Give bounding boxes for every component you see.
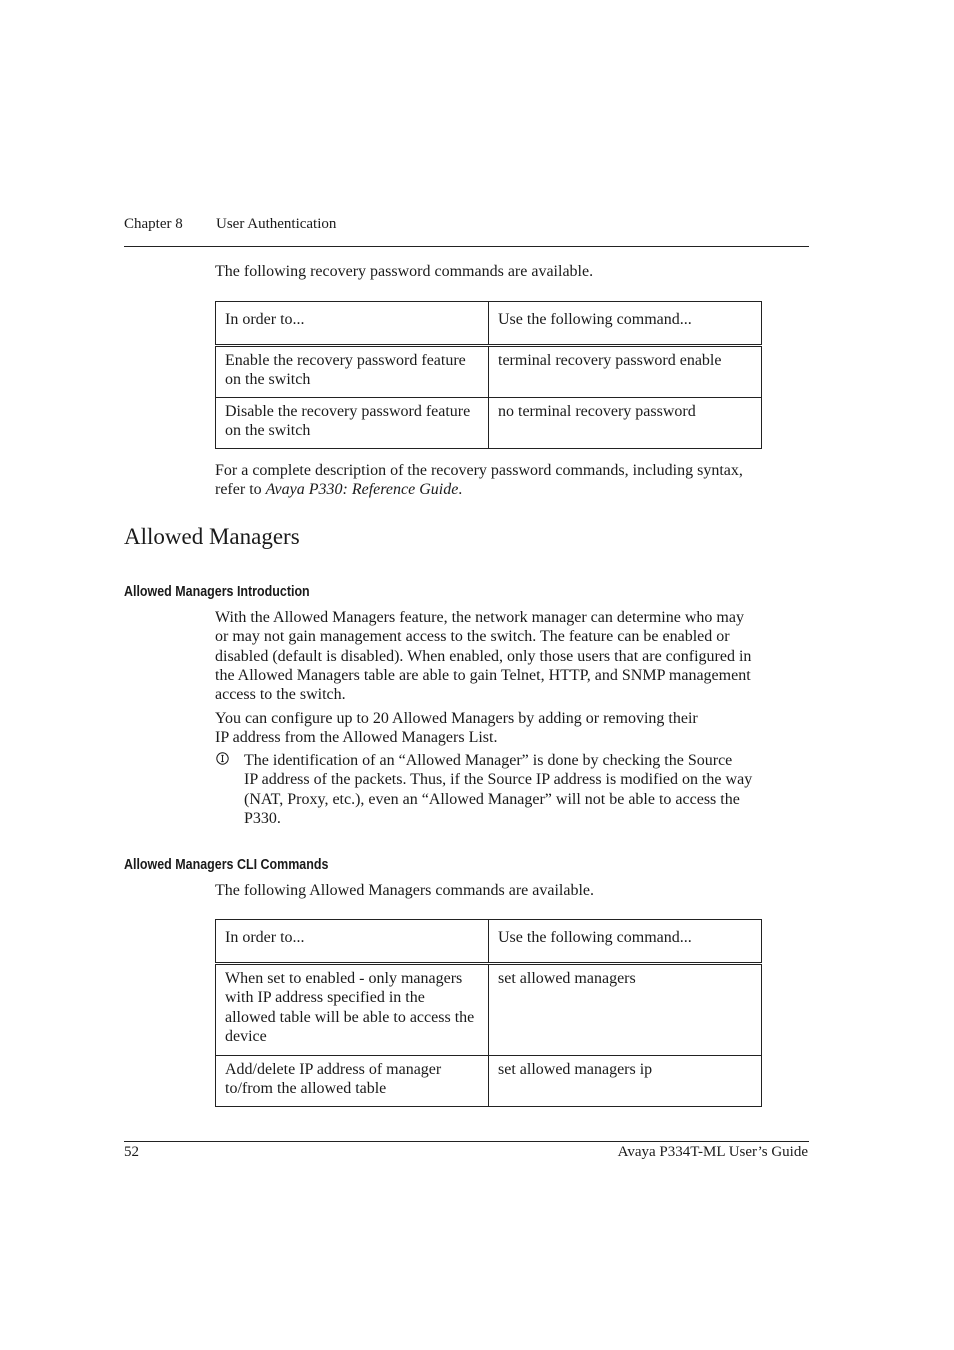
note-text xyxy=(244,751,752,828)
reference-guide-title: Avaya P330: Reference Guide xyxy=(265,481,459,499)
managers-intro: The following Allowed Managers commands are available. xyxy=(215,882,594,899)
table-header-cell: Use the following command... xyxy=(489,920,762,964)
table-header-cell: In order to... xyxy=(216,302,489,346)
page-number: 52 xyxy=(124,1144,139,1160)
footer-guide-title: Avaya P334T-ML User’s Guide xyxy=(617,1144,808,1160)
header-divider xyxy=(124,246,809,247)
header-title: User Authentication xyxy=(216,216,337,232)
table-row xyxy=(216,1056,762,1107)
note-line: (NAT, Proxy, etc.), even an “Allowed Manager” will not be able to access the xyxy=(244,790,740,808)
table-cell: When set to enabled - only managers with IP address specified in the allowed table will be able to access the device xyxy=(216,964,489,1056)
paragraph-line: the Allowed Managers table are able to gain Telnet, HTTP, and SNMP management xyxy=(215,666,751,684)
header-chapter: Chapter 8 xyxy=(124,216,183,232)
table-cell: Disable the recovery password feature on the switch xyxy=(216,398,489,449)
paragraph-line: access to the switch. xyxy=(215,686,346,704)
intro-paragraph xyxy=(215,608,751,704)
table-cell: Enable the recovery password feature on the switch xyxy=(216,346,489,398)
note-line: P330. xyxy=(244,809,281,827)
recovery-commands-table xyxy=(215,301,762,449)
reference-note-line: For a complete description of the recovery password commands, including syntax, xyxy=(215,462,743,479)
table-header-cell: In order to... xyxy=(216,920,489,964)
table-cell: terminal recovery password enable xyxy=(489,346,762,398)
paragraph-line: With the Allowed Managers feature, the network manager can determine who may xyxy=(215,609,744,626)
table-cell: set allowed managers xyxy=(489,964,762,1056)
paragraph-line: IP address from the Allowed Managers List. xyxy=(215,729,498,747)
config-paragraph xyxy=(215,709,698,748)
paragraph-line: or may not gain management access to the switch. The feature can be enabled or xyxy=(215,628,730,646)
table-cell: set allowed managers ip xyxy=(489,1056,762,1107)
reference-note xyxy=(215,461,743,500)
table-row xyxy=(216,964,762,1056)
table-cell: Add/delete IP address of manager to/from the allowed table xyxy=(216,1056,489,1107)
table-row xyxy=(216,346,762,398)
table-header-cell: Use the following command... xyxy=(489,302,762,346)
table-header-row xyxy=(216,302,762,346)
note-line: IP address of the packets. Thus, if the Source IP address is modified on the way xyxy=(244,771,753,789)
footer-divider xyxy=(124,1141,809,1142)
table-header-row xyxy=(216,920,762,964)
intro-heading: Allowed Managers Introduction xyxy=(124,584,310,600)
info-icon xyxy=(216,752,229,765)
section-title: Allowed Managers xyxy=(124,524,300,549)
note-line: The identification of an “Allowed Manager” is done by checking the Source xyxy=(244,752,733,769)
table-row xyxy=(216,398,762,449)
table-cell: no terminal recovery password xyxy=(489,398,762,449)
paragraph-line: You can configure up to 20 Allowed Managers by adding or removing their xyxy=(215,710,698,727)
cli-heading: Allowed Managers CLI Commands xyxy=(124,857,329,873)
paragraph-line: disabled (default is disabled). When enabled, only those users that are configured in xyxy=(215,647,752,665)
reference-note-line: refer to Avaya P330: Reference Guide. xyxy=(215,481,463,499)
managers-commands-table xyxy=(215,919,762,1107)
recovery-intro: The following recovery password commands are available. xyxy=(215,263,594,280)
